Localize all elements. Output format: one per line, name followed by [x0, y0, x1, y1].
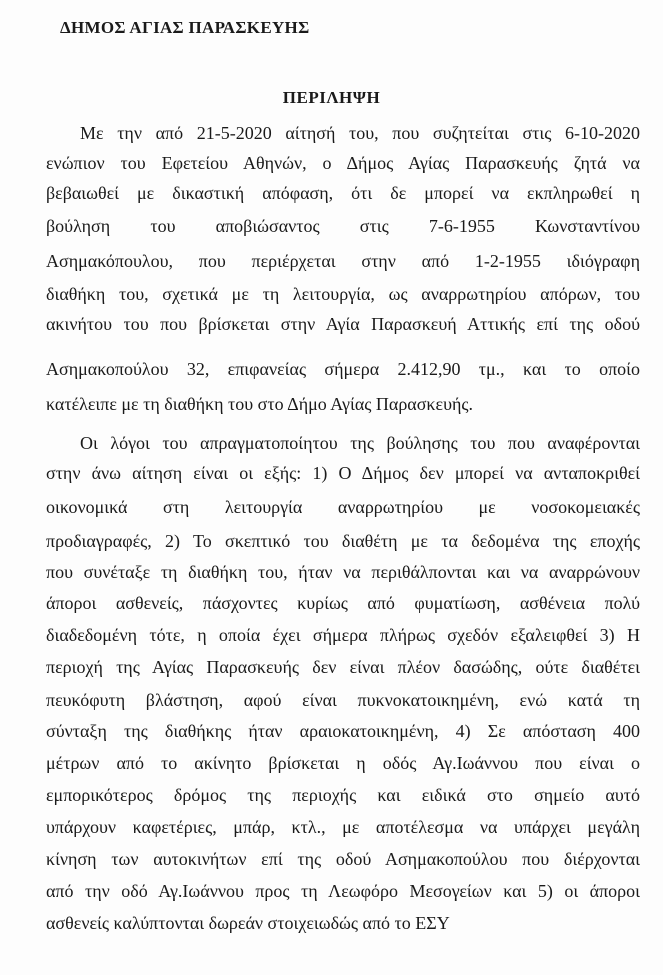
text-line: Ασημακοπούλου 32, επιφανείας σήμερα 2.412,90 τμ., και το οποίο	[46, 359, 640, 379]
text-line: Με την από 21-5-2020 αίτησή του, που συζητείται στις 6-10-2020	[80, 123, 640, 143]
text-line: εμπορικότερος δρόμος της περιοχής και ειδικά στο σημείο αυτό	[46, 785, 640, 805]
text-line: κατέλειπε με τη διαθήκη του στο Δήμο Αγίας Παρασκευής.	[46, 394, 474, 414]
text-line: υπάρχουν καφετέριες, μπάρ, κτλ., με αποτέλεσμα να υπάρχει μεγάλη	[46, 817, 640, 837]
text-line: οικονομικά στη λειτουργία αναρρωτηρίου με νοσοκομειακές	[46, 497, 640, 517]
text-line: βεβαιωθεί με δικαστική απόφαση, ότι δε μπορεί να εκπληρωθεί η	[46, 183, 640, 203]
text-line: προδιαγραφές, 2) Το σκεπτικό του διαθέτη με τα δεδομένα της εποχής	[46, 531, 640, 551]
text-line: από την οδό Αγ.Ιωάννου προς τη Λεωφόρο Μεσογείων και 5) οι άποροι	[46, 881, 640, 901]
text-line: άποροι ασθενείς, πάσχοντες κυρίως από φυματίωση, ασθένεια πολύ	[46, 593, 640, 613]
municipality-name: ΔΗΜΟΣ ΑΓΙΑΣ ΠΑΡΑΣΚΕΥΗΣ	[60, 18, 310, 37]
text-line: βούληση του αποβιώσαντος στις 7-6-1955 Κωνσταντίνου	[46, 216, 640, 236]
text-line: διαθήκη του, σχετικά με τη λειτουργία, ως αναρρωτηρίου απόρων, του	[46, 284, 640, 304]
text-line: ασθενείς καλύπτονται δωρεάν στοιχειωδώς από το ΕΣΥ	[46, 913, 450, 933]
text-line: κίνηση των αυτοκινήτων επί της οδού Ασημακοπούλου που διέρχονται	[46, 849, 640, 869]
text-line: στην άνω αίτηση είναι οι εξής: 1) Ο Δήμος δεν μπορεί να ανταποκριθεί	[46, 463, 640, 483]
text-line: που συνέταξε τη διαθήκη του, ήταν να περιθάλπονται και να αναρρώνουν	[46, 562, 640, 582]
text-line: περιοχή της Αγίας Παρασκευής δεν είναι πλέον δασώδης, ούτε διαθέτει	[46, 657, 640, 677]
text-line: μέτρων από το ακίνητο βρίσκεται η οδός Αγ.Ιωάννου που είναι ο	[46, 753, 640, 773]
text-line: πευκόφυτη βλάστηση, αφού είναι πυκνοκατοικημένη, ενώ κατά τη	[46, 690, 640, 710]
text-line: Ασημακόπουλου, που περιέρχεται στην από 1-2-1955 ιδιόγραφη	[46, 251, 640, 271]
text-line: ενώπιον του Εφετείου Αθηνών, ο Δήμος Αγίας Παρασκευής ζητά να	[46, 153, 640, 173]
text-line: ακινήτου του που βρίσκεται στην Αγία Παρασκευή Αττικής επί της οδού	[46, 314, 640, 334]
text-line: διαδεδομένη τότε, η οποία έχει σήμερα πλήρως σχεδόν εξαλειφθεί 3) Η	[46, 625, 640, 645]
document-title: ΠΕΡΙΛΗΨΗ	[282, 88, 381, 107]
text-line: Οι λόγοι του απραγματοποίητου της βούλησης του που αναφέρονται	[80, 433, 640, 453]
text-line: σύνταξη της διαθήκης ήταν αραιοκατοικημένη, 4) Σε απόσταση 400	[46, 721, 640, 741]
